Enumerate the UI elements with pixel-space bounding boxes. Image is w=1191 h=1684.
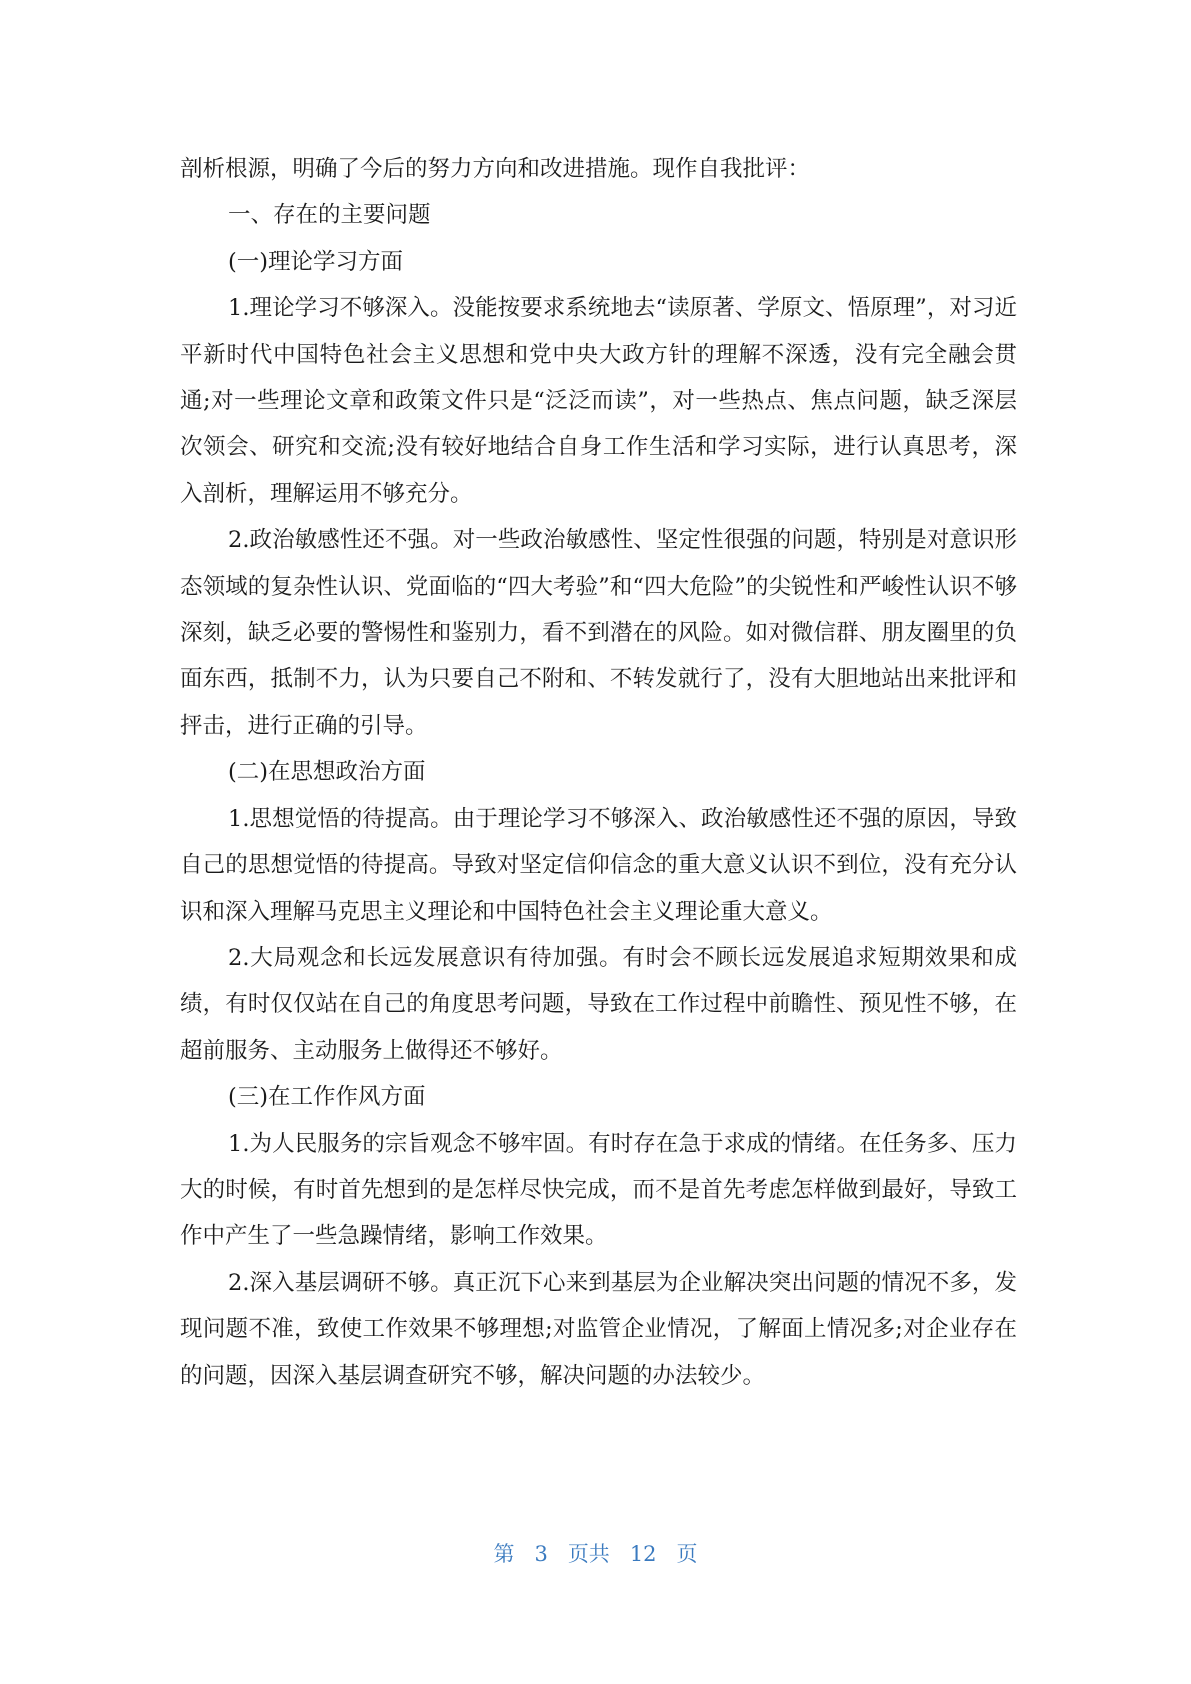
paragraph-ideology-politics-1: 1.思想觉悟的待提高。由于理论学习不够深入、政治敏感性还不强的原因，导致自己的思想觉悟的待提高。导致对坚定信仰信念的重大意义认识不到位，没有充分认识和深入理解马克思主义理论和中国特色社会主义理论重大意义。 — [180, 805, 1017, 925]
page-number-footer — [0, 1538, 1191, 1568]
footer-middle: 页共 — [567, 1542, 610, 1566]
subsection-heading-ideology-politics: (二)在思想政治方面 — [228, 759, 426, 786]
paragraph-theory-study-2: 2.政治敏感性还不强。对一些政治敏感性、坚定性很强的问题，特别是对意识形态领域的复杂性认识、党面临的“四大考验”和“四大危险”的尖锐性和严峻性认识不够深刻，缺乏必要的警惕性和鉴别力，看不到潜在的风险。如对微信群、朋友圈里的负面东西，抵制不力，认为只要自己不附和、不转发就行了，没有大胆地站出来批评和抨击，进行正确的引导。 — [180, 527, 1017, 739]
footer-current-page: 3 — [534, 1542, 548, 1566]
paragraph-theory-study-1: 1.理论学习不够深入。没能按要求系统地去“读原著、学原文、悟原理”，对习近平新时代中国特色社会主义思想和党中央大政方针的理解不深透，没有完全融会贯通;对一些理论文章和政策文件只是“泛泛而读”，对一些热点、焦点问题，缺乏深层次领会、研究和交流;没有较好地结合自身工作生活和学习实际，进行认真思考，深入剖析，理解运用不够充分。 — [180, 295, 1017, 507]
footer-prefix: 第 — [493, 1542, 515, 1566]
subsection-heading-theory-study: (一)理论学习方面 — [228, 248, 404, 275]
document-body — [180, 146, 1017, 1399]
paragraph-work-style-1: 1.为人民服务的宗旨观念不够牢固。有时存在急于求成的情绪。在任务多、压力大的时候，有时首先想到的是怎样尽快完成，而不是首先考虑怎样做到最好，导致工作中产生了一些急躁情绪，影响工作效果。 — [180, 1130, 1017, 1250]
footer-total-pages: 12 — [629, 1542, 657, 1566]
paragraph-ideology-politics-2: 2.大局观念和长远发展意识有待加强。有时会不顾长远发展追求短期效果和成绩，有时仅仅站在自己的角度思考问题，导致在工作过程中前瞻性、预见性不够，在超前服务、主动服务上做得还不够好。 — [180, 944, 1017, 1064]
footer-suffix: 页 — [676, 1542, 698, 1566]
section-heading-main-problems: 一、存在的主要问题 — [228, 202, 431, 229]
subsection-heading-work-style: (三)在工作作风方面 — [228, 1084, 426, 1111]
paragraph-intro: 剖析根源，明确了今后的努力方向和改进措施。现作自我批评： — [180, 156, 811, 182]
paragraph-work-style-2: 2.深入基层调研不够。真正沉下心来到基层为企业解决突出问题的情况不多，发现问题不准，致使工作效果不够理想;对监管企业情况，了解面上情况多;对企业存在的问题，因深入基层调查研究不够，解决问题的办法较少。 — [180, 1269, 1017, 1389]
